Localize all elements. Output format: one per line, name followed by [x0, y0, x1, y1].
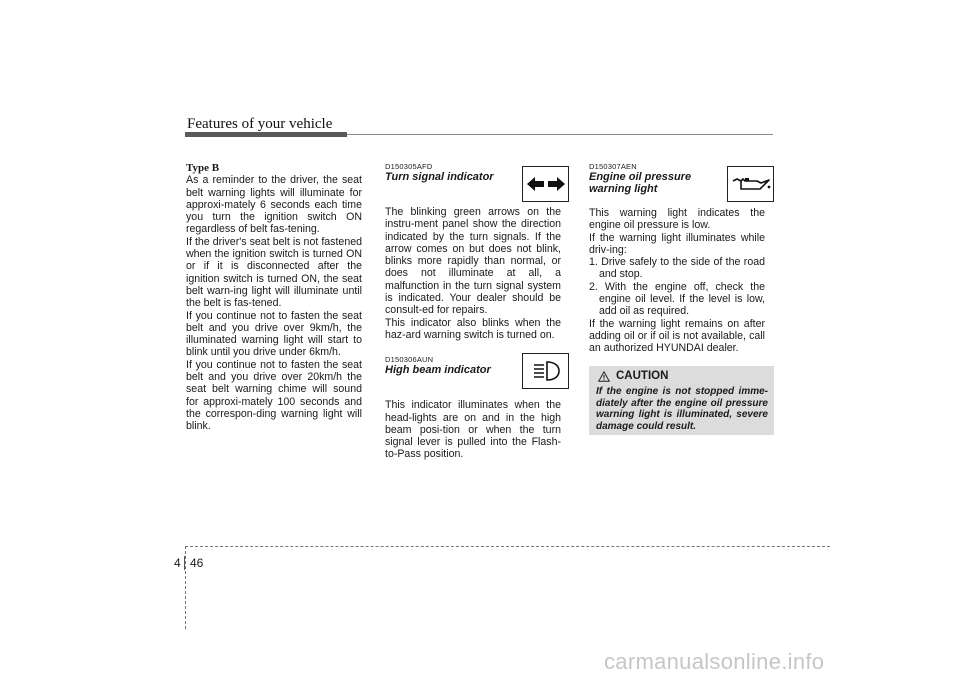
steps-list — [589, 256, 765, 317]
list-item: 1. Drive safely to the side of the road and stop. — [589, 256, 765, 281]
paragraph: If you continue not to fasten the seat belt and you drive over 9km/h, the illuminated warning light will start to blink until you drive under 6km/h. — [186, 309, 362, 359]
header-rule — [347, 134, 773, 135]
caution-heading: CAUTION — [616, 370, 669, 382]
warning-triangle-icon — [598, 371, 610, 382]
turn-signal-arrows-icon — [522, 166, 569, 202]
header-bar — [185, 132, 347, 137]
title-line-1: Engine oil pressure — [589, 171, 692, 183]
caution-text: If the engine is not stopped imme-diately after the engine oil pressure warning light is illuminated, severe damage could result. — [596, 386, 768, 432]
paragraph: This warning light indicates the engine oil pressure is low. — [589, 207, 765, 232]
paragraph: The blinking green arrows on the instru-ment panel show the direction indicated by the turn signals. If the arrow comes on but does not blink, blinks more rapidly than normal, or does not illuminate at all, a malfunction in the turn signal system is indicated. Your dealer should be consult-ed for repairs. — [385, 206, 561, 317]
subhead-type-b: Type B — [186, 162, 220, 174]
paragraph: If you continue not to fasten the seat belt and you drive over 20km/h the seat belt warning chime will sound for approxi-mately 100 seconds and the correspon-ding warning light will blink. — [186, 358, 362, 433]
paragraph: If the warning light illuminates while driv-ing: — [589, 231, 765, 256]
turn-signal-section — [385, 162, 561, 341]
paragraph: If the driver's seat belt is not fastened when the ignition switch is turned ON or if it is disconnected after the ignition switch is turned ON, the seat belt warn-ing light will illuminate until the belt is fas-tened. — [186, 235, 362, 310]
section-title: Turn signal indicator — [385, 171, 494, 183]
watermark: carmanualsonline.info — [604, 649, 825, 674]
seat-belt-column — [186, 162, 362, 433]
footer-divider — [184, 556, 185, 570]
oil-can-icon — [727, 166, 774, 202]
paragraph: This indicator illuminates when the head-lights are on and in the high beam posi-tion or when the turn signal lever is pulled into the Flash-to-Pass position. — [385, 399, 561, 461]
paragraph: If the warning light remains on after adding oil or if oil is not available, call an authorized HYUNDAI dealer. — [589, 317, 765, 355]
page-number: 46 — [190, 556, 204, 570]
section-code: D150307AEN — [589, 162, 637, 171]
footer-rule — [185, 546, 830, 547]
header-title: Features of your vehicle — [187, 116, 333, 132]
paragraph: As a reminder to the driver, the seat belt warning lights will illuminate for approxi-mately 6 seconds each time you turn the ignition switch ON regardless of belt fas-tening. — [186, 174, 362, 236]
caution-box — [589, 366, 774, 435]
oil-pressure-section — [589, 162, 765, 355]
high-beam-icon — [522, 353, 569, 389]
section-title: High beam indicator — [385, 364, 491, 377]
oil-pressure-column — [589, 162, 765, 355]
list-item: 2. With the engine off, check the engine oil level. If the level is low, add oil as required. — [589, 280, 765, 318]
section-code: D150306AUN — [385, 355, 434, 365]
section-code: D150305AFD — [385, 162, 433, 171]
high-beam-section — [385, 355, 561, 460]
indicator-column — [385, 162, 561, 461]
footer-margin-line — [185, 546, 186, 629]
section-number: 4 — [174, 556, 181, 570]
paragraph: This indicator also blinks when the haz-ard warning switch is turned on. — [385, 316, 561, 341]
title-line-2: warning light — [589, 183, 658, 195]
